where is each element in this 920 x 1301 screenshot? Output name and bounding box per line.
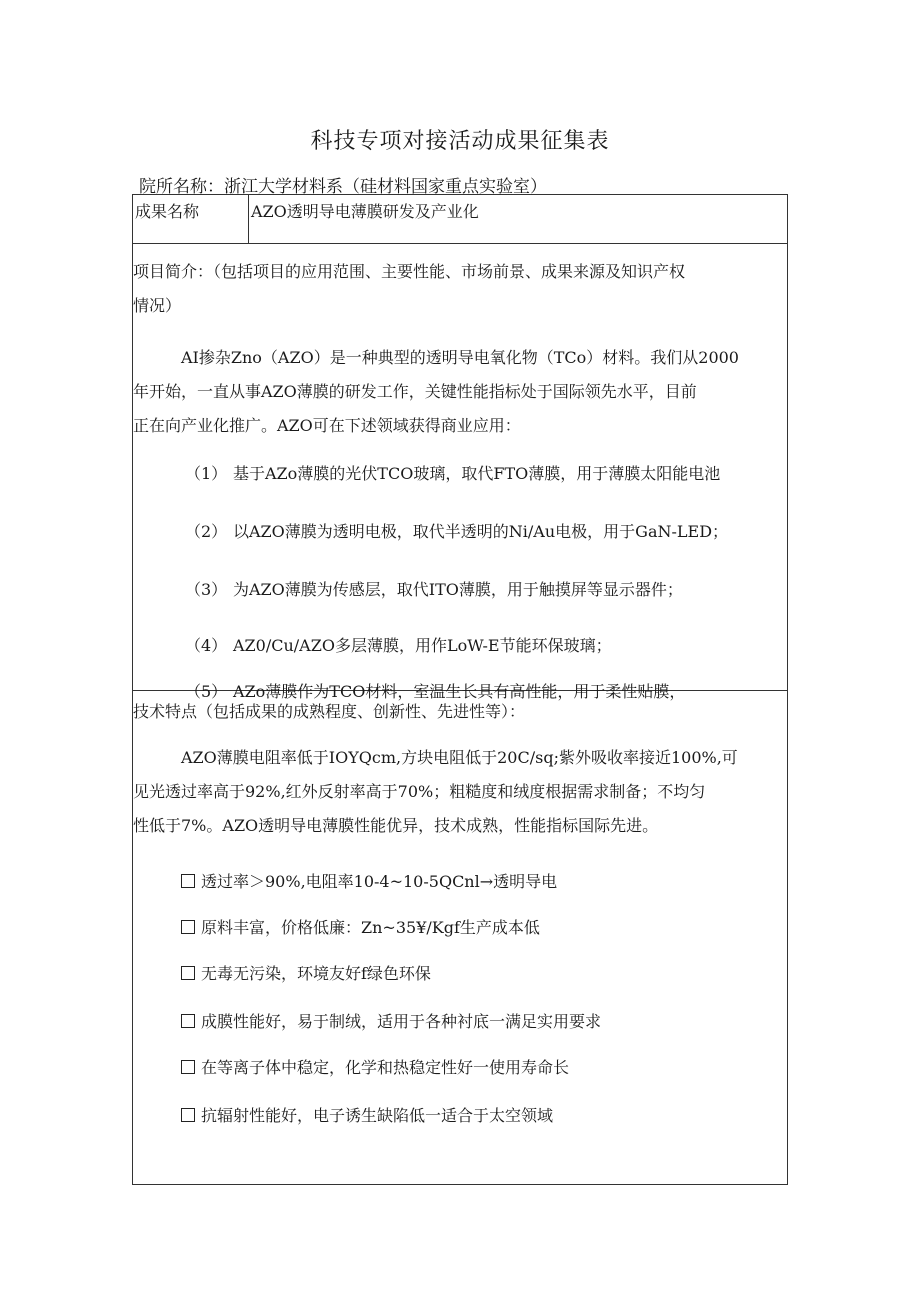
checkbox-icon: [181, 966, 195, 980]
intro-item-text: AZ0∕Cu∕AZO多层薄膜，用作LoW-E节能环保玻璃；: [233, 636, 612, 655]
page-title: 科技专项对接活动成果征集表: [310, 129, 610, 154]
intro-heading-line2: 情况）: [133, 296, 182, 315]
intro-para-line: AI掺杂Zno（AZO）是一种典型的透明导电氧化物（TCo）材料。我们从2000: [181, 348, 739, 367]
intro-item-num: （1）: [185, 464, 228, 483]
tech-features-section: [133, 691, 787, 1184]
feature-item: 抗辐射性能好，电子诱生缺陷低一适合于太空领域: [181, 1103, 553, 1126]
intro-para-line: 正在向产业化推广。AZO可在下述领域获得商业应用：: [133, 416, 521, 435]
tech-para-line: AZO薄膜电阻率低于IOYQcm,方块电阻低于20C∕sq;紫外吸收率接近100%,可: [181, 748, 738, 767]
tech-para-line: 性低于7%。AZO透明导电薄膜性能优异，技术成熟，性能指标国际先进。: [133, 816, 659, 835]
intro-heading-line1: 项目简介：（包括项目的应用范围、主要性能、市场前景、成果来源及知识产权: [133, 262, 686, 281]
feature-item: 成膜性能好，易于制绒，适用于各种衬底一满足实用要求: [181, 1009, 601, 1032]
intro-para-line: 年开始，一直从事AZO薄膜的研发工作，关键性能指标处于国际领先水平，目前: [133, 382, 697, 401]
checkbox-icon: [181, 920, 195, 934]
institute-name: 院所名称：浙江大学材料系（硅材料国家重点实验室）: [139, 177, 547, 197]
feature-item: 透过率＞90%,电阻率10-4~10-5QCnl→透明导电: [181, 869, 557, 892]
feature-item: 原料丰富，价格低廉：Zn~35¥/Kgf生产成本低: [181, 915, 540, 938]
intro-item-text: AZo薄膜作为TCO材料，室温生长具有高性能，用于柔性贴膜，: [233, 682, 686, 701]
feature-item: 无毒无污染，环境友好f绿色环保: [181, 961, 431, 984]
checkbox-icon: [181, 1108, 195, 1122]
intro-item-text: 以AZO薄膜为透明电极，取代半透明的Ni/Au电极，用于GaN-LED；: [233, 522, 729, 541]
checkbox-icon: [181, 1060, 195, 1074]
achievement-name-label: 成果名称: [133, 195, 249, 243]
checkbox-icon: [181, 874, 195, 888]
intro-item-num: （5）: [185, 682, 228, 701]
intro-item-num: （2）: [185, 522, 228, 541]
intro-item-text: 基于AZo薄膜的光伏TCO玻璃，取代FTO薄膜，用于薄膜太阳能电池: [233, 464, 721, 483]
achievement-name-value: AZO透明导电薄膜研发及产业化: [251, 202, 479, 221]
tech-heading: 技术特点（包括成果的成熟程度、创新性、先进性等）：: [133, 702, 526, 721]
achievement-name-row: [133, 195, 787, 244]
checkbox-icon: [181, 1014, 195, 1028]
intro-item-text: 为AZO薄膜为传感层，取代ITO薄膜，用于触摸屏等显示器件；: [233, 580, 683, 599]
form-table: [132, 194, 788, 1185]
project-intro-section: [133, 243, 787, 701]
tech-para-line: 见光透过率高于92%,红外反射率高于70%；粗糙度和绒度根据需求制备；不均匀: [133, 782, 706, 801]
intro-item-num: （3）: [185, 580, 228, 599]
intro-item-num: （4）: [185, 636, 228, 655]
feature-item: 在等离子体中稳定，化学和热稳定性好一使用寿命长: [181, 1055, 569, 1078]
